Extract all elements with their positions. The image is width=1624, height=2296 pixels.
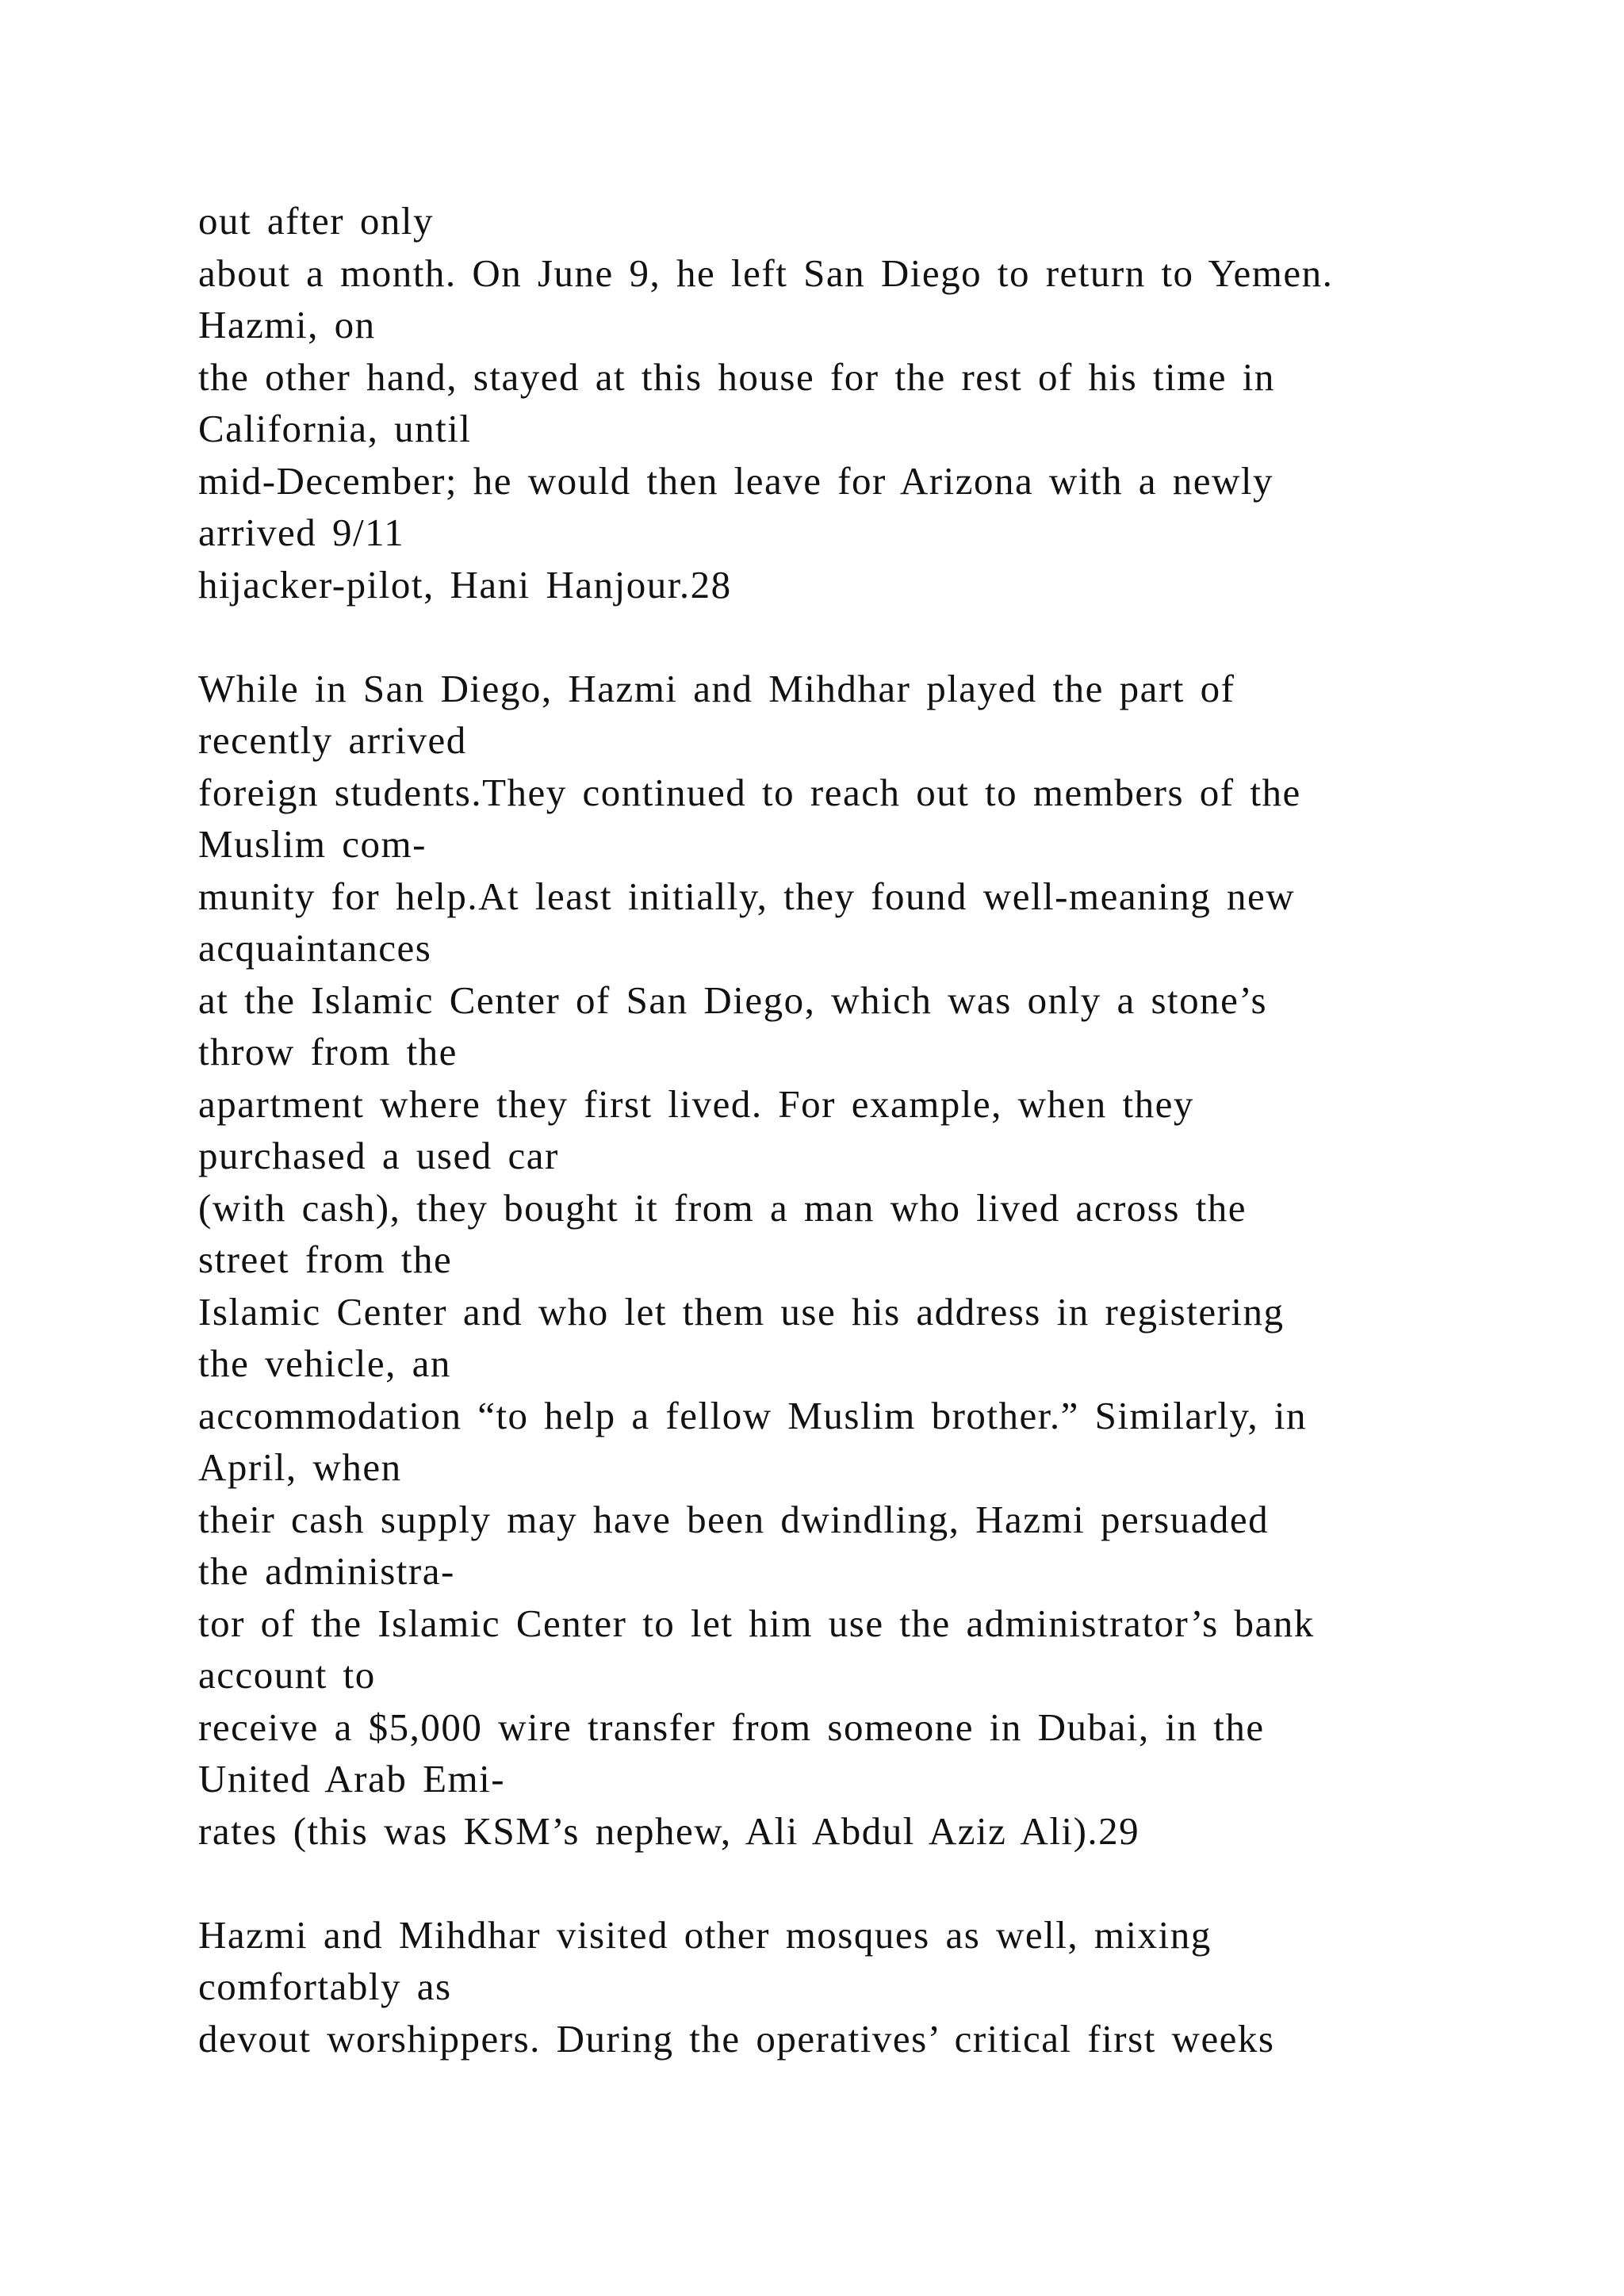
text-line: about a month. On June 9, he left San Diego to return to Yemen.	[198, 251, 1334, 295]
text-line: comfortably as	[198, 1965, 452, 2008]
text-line: devout worshippers. During the operatives’ critical first weeks	[198, 2016, 1275, 2061]
text-line: street from the	[198, 1238, 453, 1281]
text-line: their cash supply may have been dwindling, Hazmi persuaded	[198, 1497, 1270, 1541]
text-line: Muslim com-	[198, 822, 427, 866]
text-line: at the Islamic Center of San Diego, which was only a stone’s	[198, 978, 1268, 1022]
text-line: Hazmi and Mihdhar visited other mosques as well, mixing	[198, 1912, 1212, 1957]
text-line: account to	[198, 1653, 376, 1697]
text-line: Hazmi, on	[198, 303, 376, 346]
text-line: April, when	[198, 1445, 402, 1489]
text-line: receive a $5,000 wire transfer from someone in Dubai, in the	[198, 1705, 1265, 1749]
text-line: apartment where they first lived. For example, when they	[198, 1081, 1194, 1126]
paragraph-break	[198, 1857, 1546, 1909]
text-line: throw from the	[198, 1030, 458, 1073]
text-line: the other hand, stayed at this house for the rest of his time in	[198, 354, 1275, 399]
text-line: mid-December; he would then leave for Arizona with a newly	[198, 458, 1274, 503]
text-line: out after only	[198, 199, 434, 243]
text-line: munity for help.At least initially, they found well-meaning new	[198, 874, 1296, 918]
text-line: the vehicle, an	[198, 1341, 451, 1385]
text-line: (with cash), they bought it from a man who lived across the	[198, 1185, 1247, 1230]
text-line: Islamic Center and who let them use his address in registering	[198, 1289, 1285, 1334]
text-line: rates (this was KSM’s nephew, Ali Abdul Aziz Ali).29	[198, 1808, 1140, 1853]
text-line: recently arrived	[198, 718, 467, 762]
text-line: United Arab Emi-	[198, 1757, 506, 1800]
text-line: arrived 9/11	[198, 511, 405, 554]
text-line: While in San Diego, Hazmi and Mihdhar played the part of	[198, 666, 1235, 710]
text-line: the administra-	[198, 1549, 455, 1593]
text-line: acquaintances	[198, 926, 432, 970]
text-line: hijacker-pilot, Hani Hanjour.28	[198, 562, 732, 607]
text-line: tor of the Islamic Center to let him use the administrator’s bank	[198, 1601, 1315, 1645]
text-line: purchased a used car	[198, 1134, 559, 1177]
body-text	[198, 195, 1546, 2064]
text-line: accommodation “to help a fellow Muslim brother.” Similarly, in	[198, 1393, 1307, 1437]
text-line: foreign students.They continued to reach out to members of the	[198, 770, 1301, 814]
text-line: California, until	[198, 407, 472, 450]
paragraph-break	[198, 610, 1546, 663]
